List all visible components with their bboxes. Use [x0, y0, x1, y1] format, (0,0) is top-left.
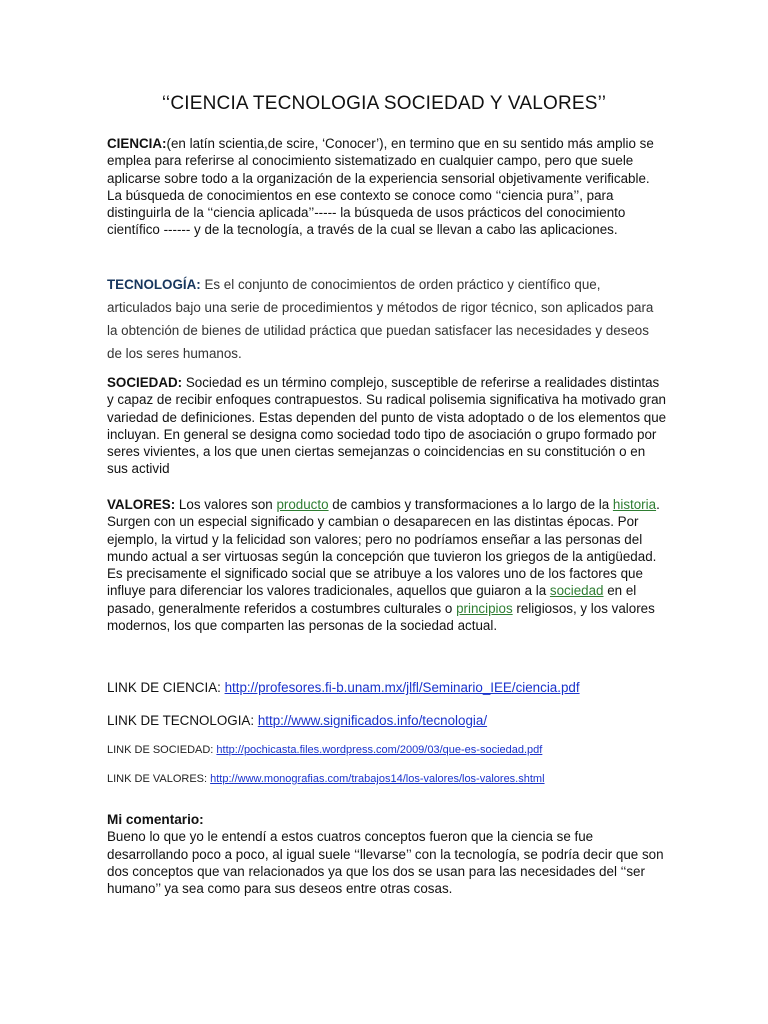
link-ciencia-line [107, 680, 580, 695]
link-sociedad-url[interactable]: http://pochicasta.files.wordpress.com/2009/03/que-es-sociedad.pdf [216, 744, 543, 756]
tecnologia-text: Es el conjunto de conocimientos de orden práctico y científico que, articulados bajo una serie de procedimientos y métodos de rigor técnico, son aplicados para la obtención de bienes de utilidad práctica que puedan satisfacer las necesidades y deseos de los seres humanos. [107, 277, 654, 361]
link-ciencia-label: LINK DE CIENCIA: [107, 680, 225, 695]
valores-paragraph [107, 496, 667, 634]
link-producto[interactable]: producto [276, 497, 329, 512]
document-title: ‘‘CIENCIA TECNOLOGIA SOCIEDAD Y VALORES’’ [161, 93, 607, 114]
link-tecnologia-line [107, 713, 487, 728]
valores-text-2: de cambios y transformaciones a lo largo de la [328, 497, 613, 512]
valores-text-5: religiosos, y los valores modernos, los que comparten las personas de la sociedad actual. [107, 600, 655, 634]
valores-text-3: . Surgen con un especial significado y cambian o desaparecen en las distintas épocas. Por ejemplo, la virtud y la felicidad son valores; pero no podríamos enseñar a las personas del mundo actual a ser virtuosas según la concepción que tuvieron los griegos de la antigüedad. Es precisamente el significado social que se atribuye a los valores uno de los factores que influye para diferenciar los valores tradicionales, aquellos que guiaron a la [107, 497, 660, 599]
link-sociedad-label: LINK DE SOCIEDAD: [107, 744, 217, 756]
valores-label: VALORES: [107, 497, 176, 512]
sociedad-paragraph [107, 374, 667, 478]
sociedad-text: Sociedad es un término complejo, susceptible de referirse a realidades distintas y capaz de recibir enfoques contrapuestos. Su radical polisemia significativa ha motivado gran variedad de definiciones. Estas dependen del punto de vista adoptado o de los elementos que incluyan. En general se designa como sociedad todo tipo de asociación o grupo formado por seres vivientes, a los que unen ciertas semejanzas o coincidencias en su constitución o en sus activid [107, 375, 667, 477]
tecnologia-paragraph [107, 273, 667, 365]
ciencia-label: CIENCIA: [107, 136, 167, 151]
sociedad-label: SOCIEDAD: [107, 375, 183, 390]
link-valores-url[interactable]: http://www.monografias.com/trabajos14/los-valores/los-valores.shtml [210, 773, 545, 785]
link-ciencia-url[interactable]: http://profesores.fi-b.unam.mx/jlfl/Seminario_IEE/ciencia.pdf [224, 680, 580, 695]
ciencia-paragraph [107, 135, 667, 239]
link-valores-label: LINK DE VALORES: [107, 773, 211, 785]
link-sociedad[interactable]: sociedad [549, 583, 604, 599]
comentario-text: Bueno lo que yo le entendí a estos cuatros conceptos fueron que la ciencia se fue desarrollando poco a poco, al igual suele ‘‘llevarse’’ con la tecnología, se podría decir que son dos conceptos que van relacionados ya que los dos se usan para las necesidades del ‘‘ser humano’’ ya sea como para sus deseos entre otras cosas. [107, 829, 664, 897]
link-valores-line [107, 773, 545, 785]
comentario-section [107, 811, 667, 897]
valores-text-1: Los valores son [175, 497, 277, 512]
comentario-heading: Mi comentario: [107, 812, 204, 827]
tecnologia-label: TECNOLOGÍA: [107, 277, 201, 292]
valores-text-4: en el pasado, generalmente referidos a costumbres culturales o [107, 583, 637, 616]
link-tecnologia-label: LINK DE TECNOLOGIA: [107, 713, 258, 728]
ciencia-text: (en latín scientia,de scire, ‘Conocer’), en termino que en su sentido más amplio se emplea para referirse al conocimiento sistematizado en cualquier campo, pero que suele aplicarse sobre todo a la organización de la experiencia sensorial objetivamente verificable. La búsqueda de conocimientos en ese contexto se conoce como ‘‘ciencia pura’’, para distinguirla de la ‘‘ciencia aplicada’’----- la búsqueda de usos prácticos del conocimiento científico ------ y de la tecnología, a través de la cual se llevan a cabo las aplicaciones. [107, 136, 654, 238]
link-historia[interactable]: historia [612, 497, 657, 512]
link-tecnologia-url[interactable]: http://www.significados.info/tecnologia/ [257, 713, 488, 728]
link-principios[interactable]: principios [456, 600, 513, 616]
link-sociedad-line [107, 744, 542, 756]
